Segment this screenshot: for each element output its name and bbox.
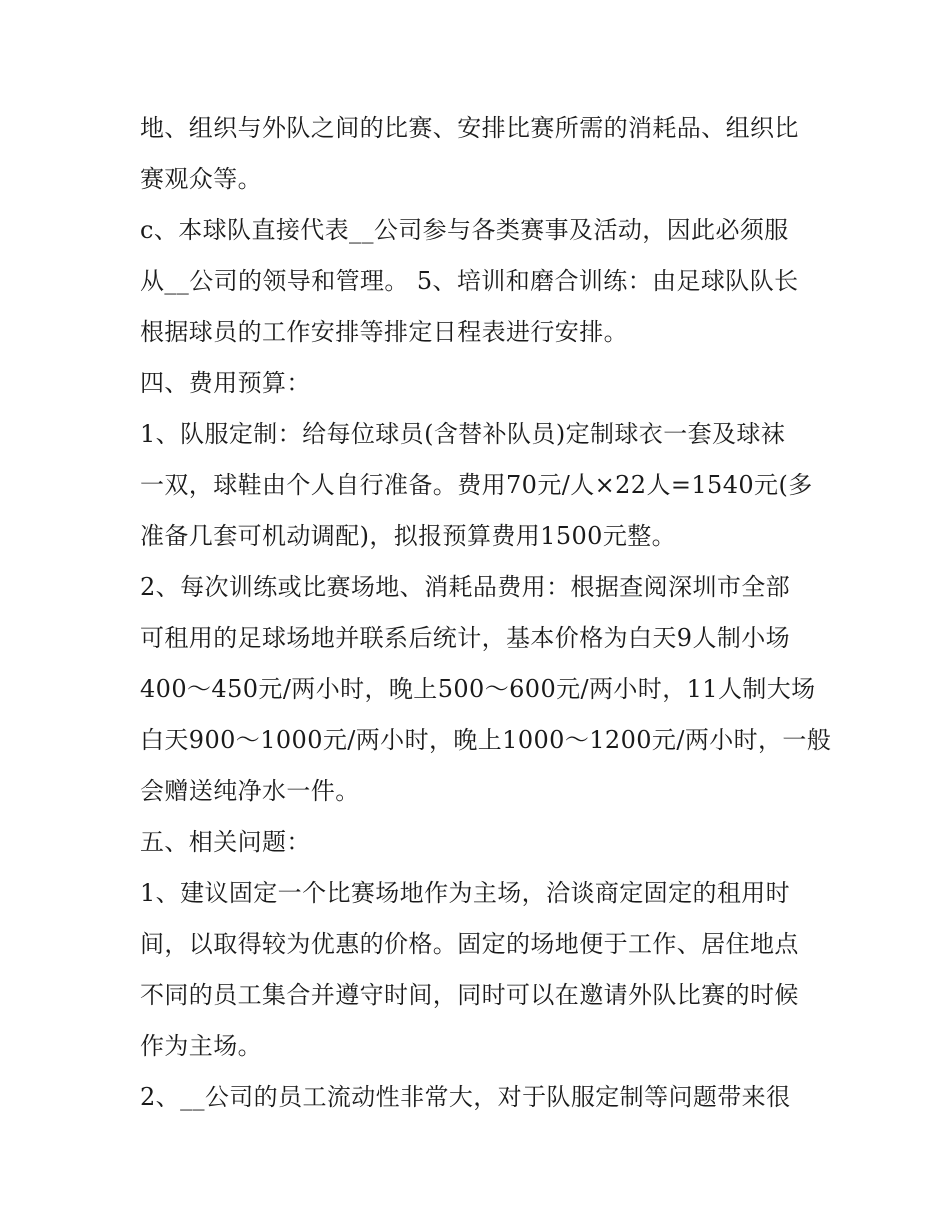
text-line-13: 白天900～1000元/两小时，晚上1000～1200元/两小时，一般	[140, 726, 832, 754]
text-line-1: 地、组织与外队之间的比赛、安排比赛所需的消耗品、组织比	[140, 114, 799, 142]
text-line-8: 一双，球鞋由个人自行准备。费用70元/人×22人=1540元(多	[140, 471, 813, 499]
text-line-9: 准备几套可机动调配)，拟报预算费用1500元整。	[140, 522, 677, 550]
text-line-7: 1、队服定制：给每位球员(含替补队员)定制球衣一套及球袜	[140, 420, 786, 448]
text-line-17: 间，以取得较为优惠的价格。固定的场地便于工作、居住地点	[140, 930, 799, 958]
text-line-14: 会赠送纯净水一件。	[140, 777, 360, 805]
text-line-19: 作为主场。	[140, 1032, 262, 1060]
document-body	[140, 103, 832, 1123]
text-line-2: 赛观众等。	[140, 165, 262, 193]
text-line-3: c、本球队直接代表__公司参与各类赛事及活动，因此必须服	[140, 216, 789, 244]
text-line-20: 2、__公司的员工流动性非常大，对于队服定制等问题带来很	[140, 1083, 791, 1111]
text-line-10: 2、每次训练或比赛场地、消耗品费用：根据查阅深圳市全部	[140, 573, 791, 601]
text-line-11: 可租用的足球场地并联系后统计，基本价格为白天9人制小场	[140, 624, 791, 652]
text-line-18: 不同的员工集合并遵守时间，同时可以在邀请外队比赛的时候	[140, 981, 799, 1009]
text-line-5: 根据球员的工作安排等排定日程表进行安排。	[140, 318, 628, 346]
section-heading-issues: 五、相关问题：	[140, 828, 311, 856]
text-line-12: 400～450元/两小时，晚上500～600元/两小时，11人制大场	[140, 675, 816, 703]
text-line-4: 从__公司的领导和管理。 5、培训和磨合训练：由足球队队长	[140, 267, 799, 295]
text-line-16: 1、建议固定一个比赛场地作为主场，洽谈商定固定的租用时	[140, 879, 791, 907]
section-heading-budget: 四、费用预算：	[140, 369, 311, 397]
